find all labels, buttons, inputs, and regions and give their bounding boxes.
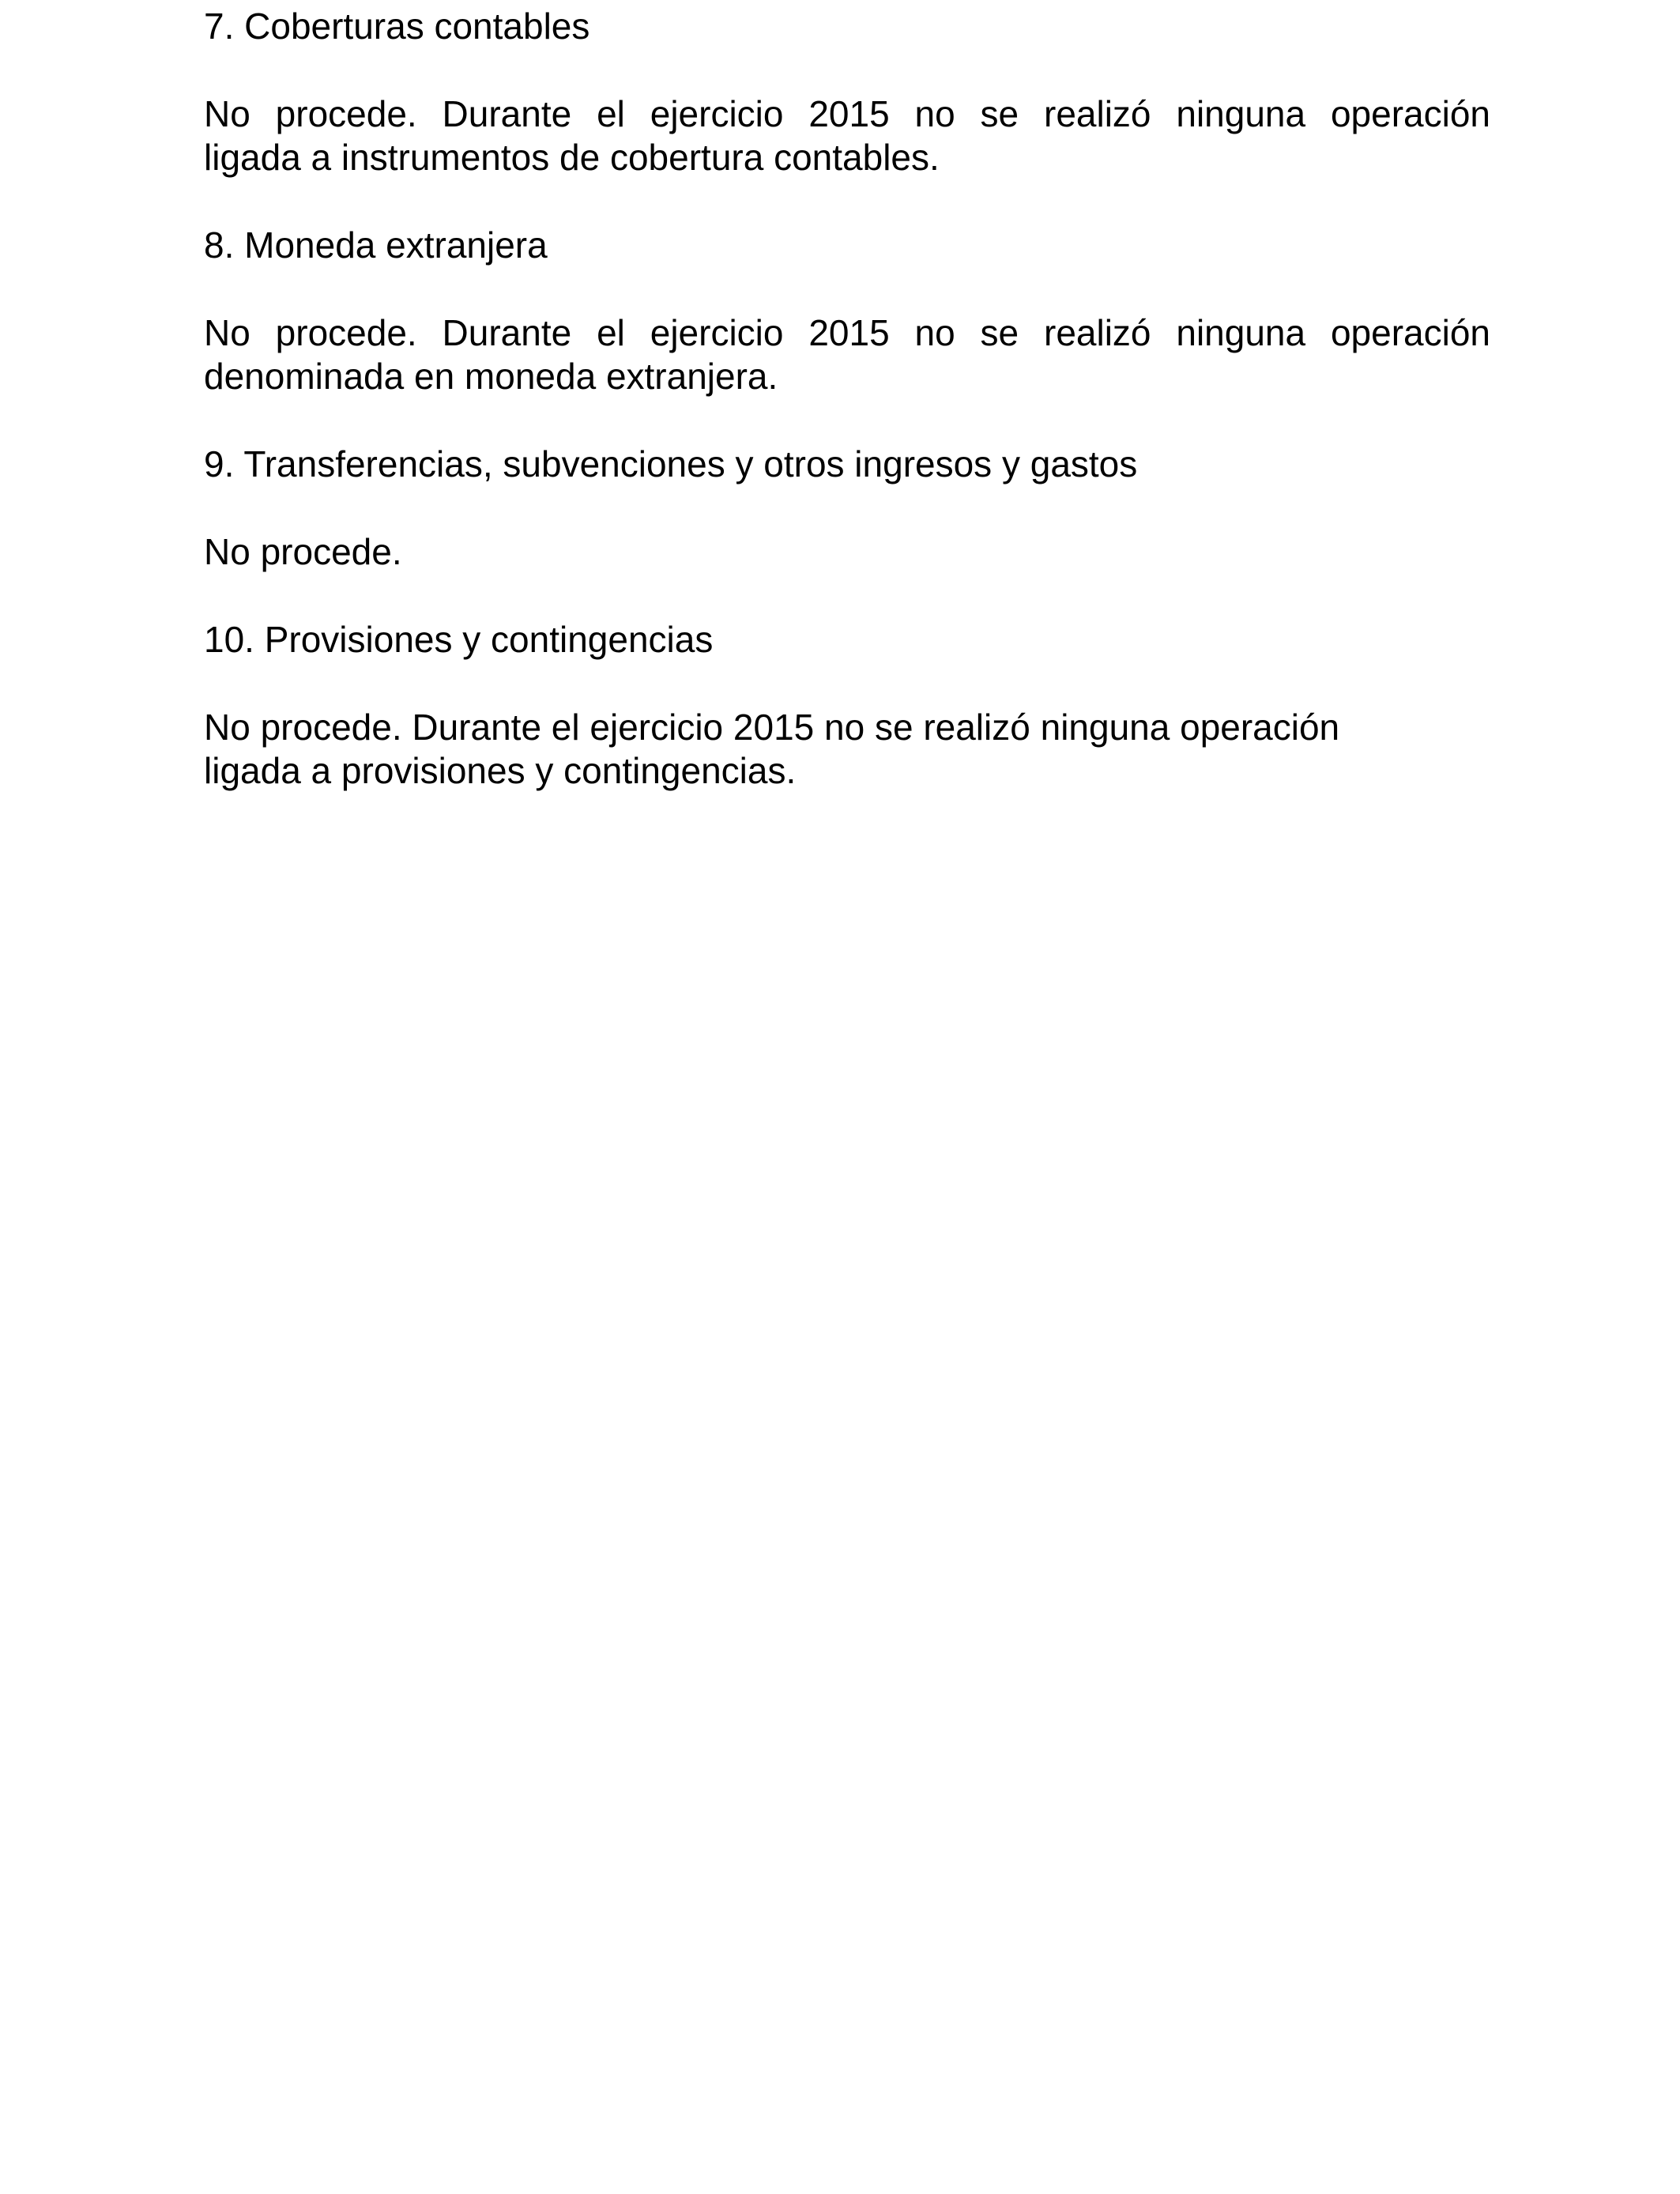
- body-line: No procede. Durante el ejercicio 2015 no se realizó ninguna operación: [204, 312, 1490, 353]
- section-body-coberturas: [204, 92, 1490, 179]
- section-heading-transferencias: 9. Transferencias, subvenciones y otros ingresos y gastos: [204, 443, 1138, 484]
- section-body-moneda: [204, 311, 1490, 398]
- section-heading-provisiones: 10. Provisiones y contingencias: [204, 619, 714, 660]
- body-line: ligada a instrumentos de cobertura contables.: [204, 137, 940, 178]
- section-body-provisiones: [204, 706, 1490, 793]
- section-heading-moneda: 8. Moneda extranjera: [204, 224, 548, 266]
- body-line: No procede. Durante el ejercicio 2015 no se realizó ninguna operación: [204, 707, 1340, 748]
- section-body-transferencias: No procede.: [204, 531, 402, 572]
- body-line: No procede. Durante el ejercicio 2015 no se realizó ninguna operación: [204, 93, 1490, 134]
- document-body: [204, 5, 1490, 793]
- body-line: denominada en moneda extranjera.: [204, 356, 778, 397]
- body-line: ligada a provisiones y contingencias.: [204, 750, 797, 791]
- section-heading-coberturas: 7. Coberturas contables: [204, 6, 590, 47]
